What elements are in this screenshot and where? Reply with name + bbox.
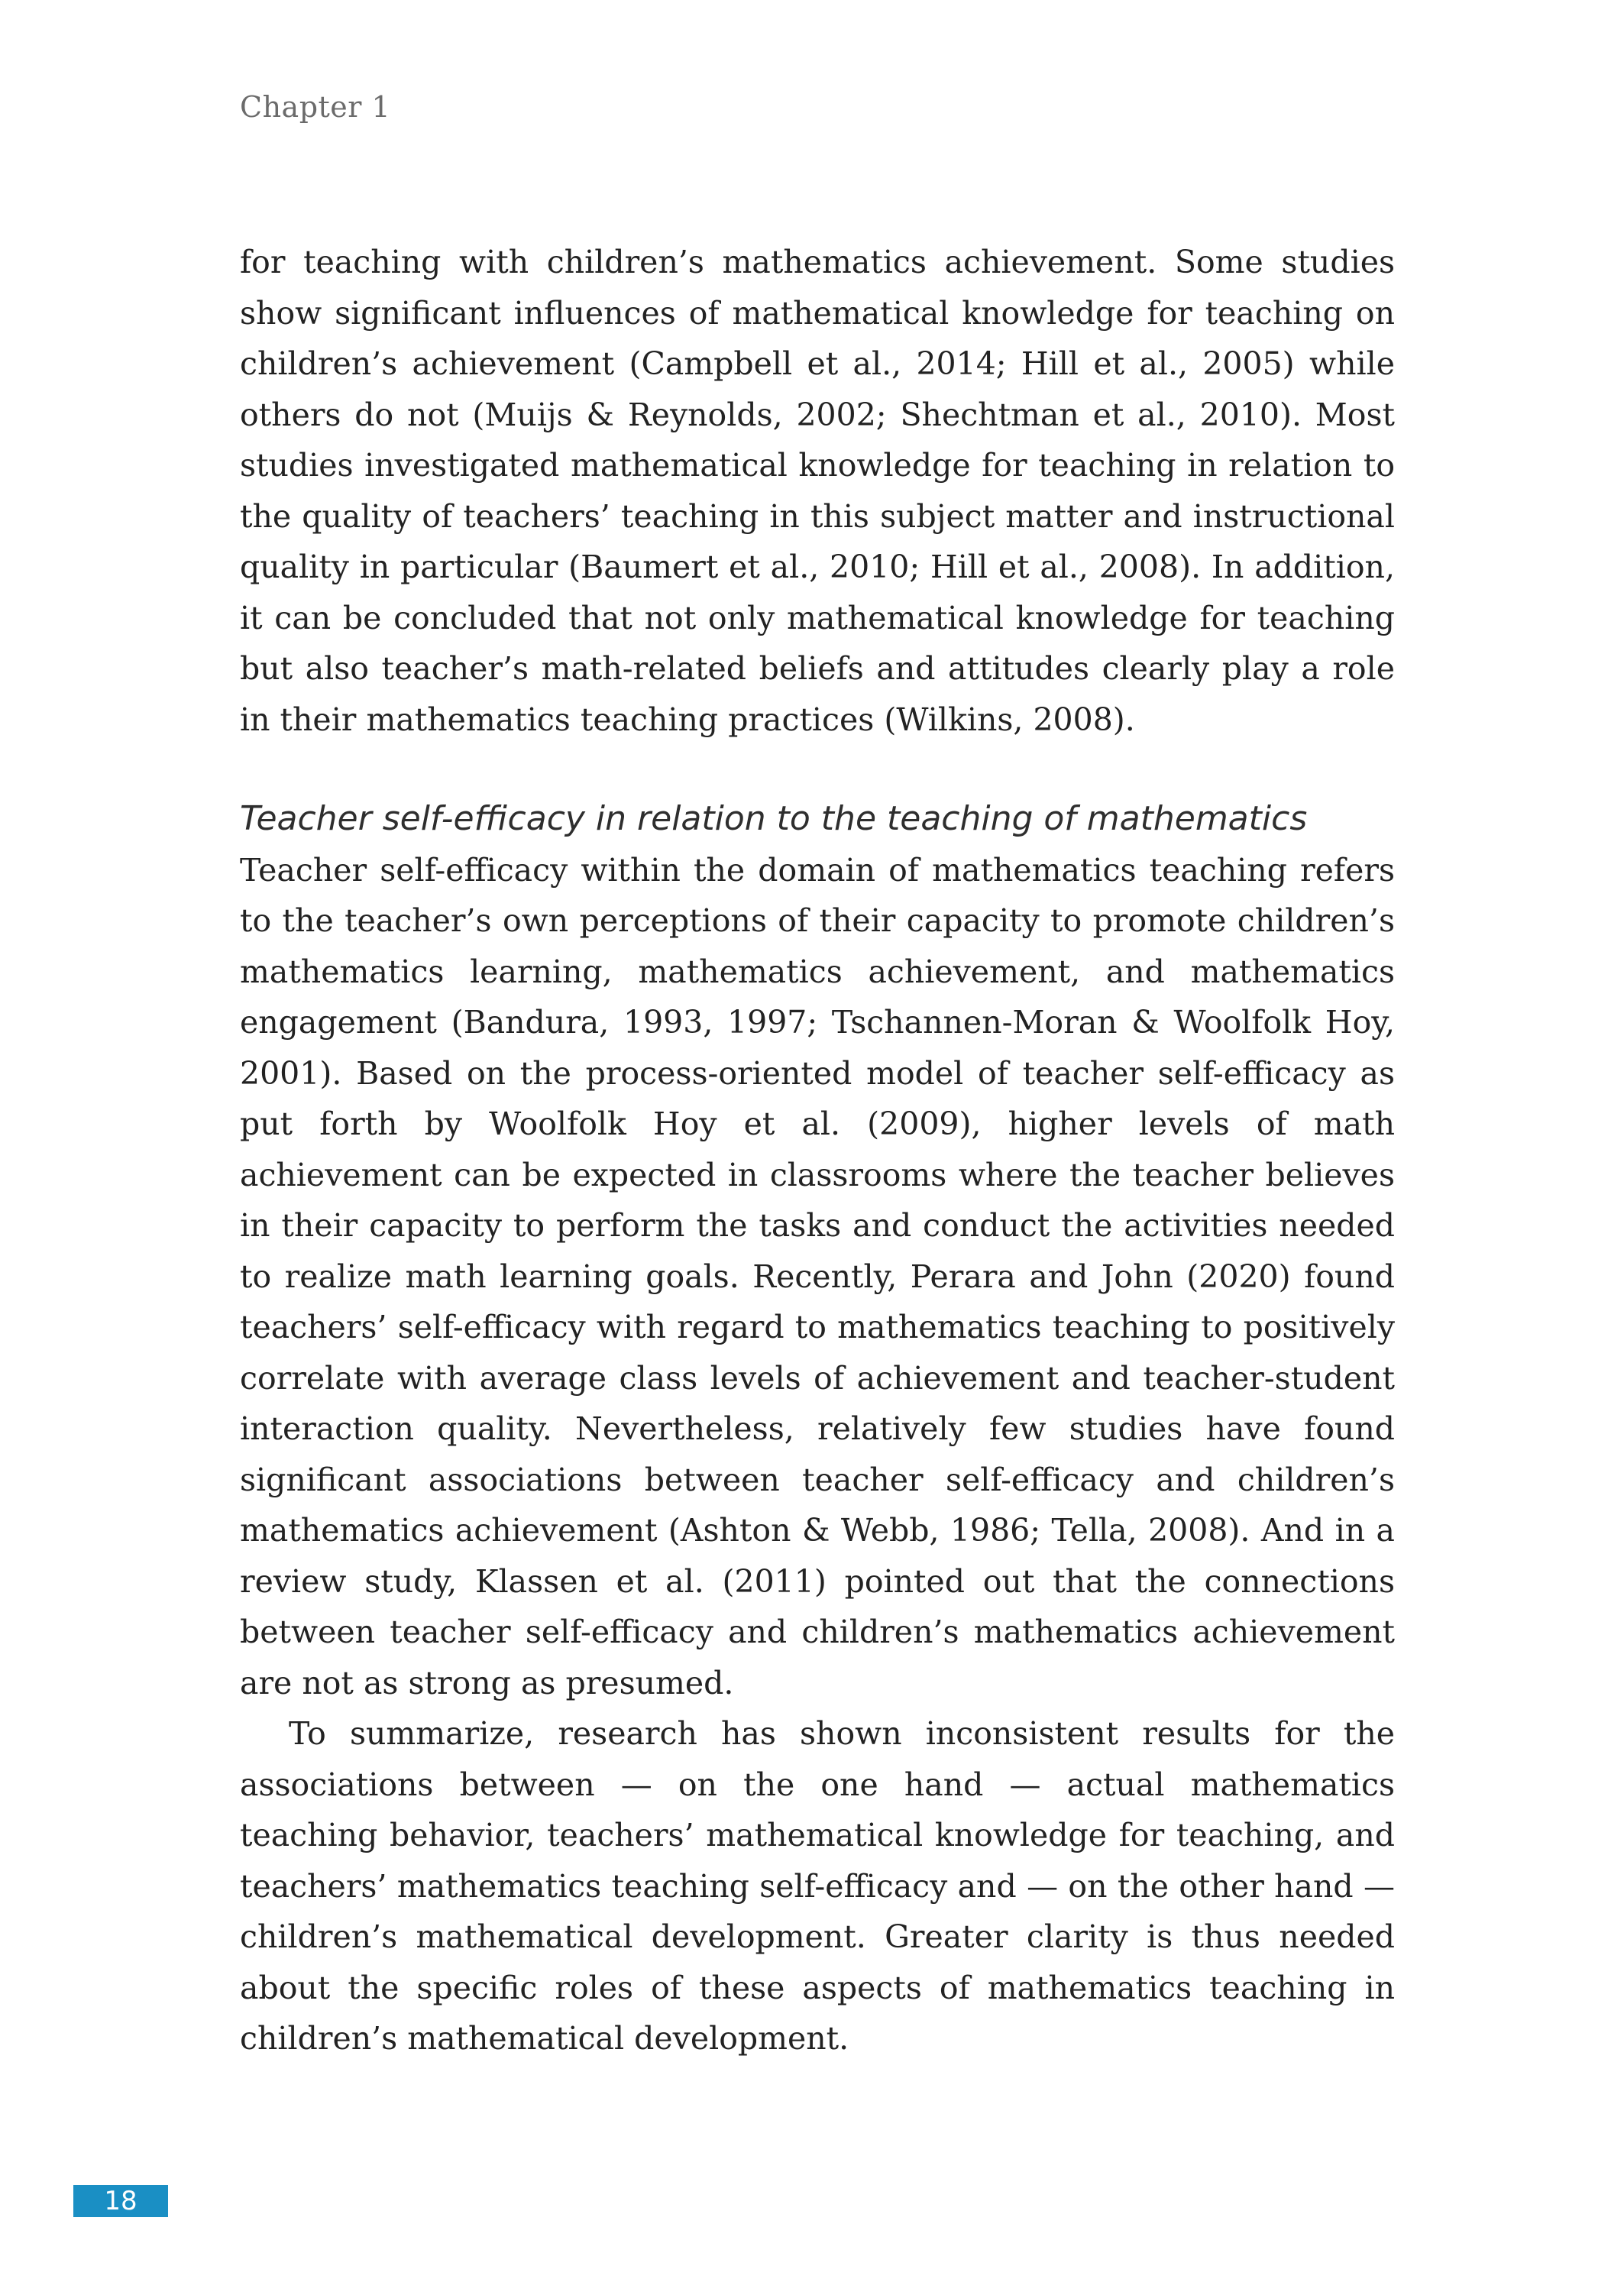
paragraph-2: Teacher self-efficacy within the domain of mathematics teaching refers to the teacher’s own perceptions of their capacity to promote children’s mathematics learning, mathematics achievement, and mathematics engagement (Bandura, 1993, 1997; Tschannen-Moran & Woolfolk Hoy, 2001). Based on the process-oriented model of teacher self-efficacy as put forth by Woolfolk Hoy et al. (2009), higher levels of math achievement can be expected in classrooms where the teacher believes in their capacity to perform the tasks and conduct the activities needed to realize math learning goals. Recently, Perara and John (2020) found teachers’ self-efficacy with regard to mathematics teaching to positively correlate with average class levels of achievement and teacher-student interaction quality. Nevertheless, relatively few studies have found significant associations between teacher self-efficacy and children’s mathematics achievement (Ashton & Webb, 1986; Tella, 2008). And in a review study, Klassen et al. (2011) pointed out that the connections between teacher self-efficacy and children’s mathematics achievement are not as strong as presumed. xyxy=(240,851,1395,1701)
section-heading: Teacher self-efficacy in relation to the teaching of mathematics xyxy=(240,799,1308,838)
running-head: Chapter 1 xyxy=(240,90,391,124)
page-number: 18 xyxy=(73,2185,168,2217)
paragraph-1: for teaching with children’s mathematics achievement. Some studies show significant influences of mathematical knowledge for teaching on children’s achievement (Campbell et al., 2014; Hill et al., 2005) while others do not (Muijs & Reynolds, 2002; Shechtman et al., 2010). Most studies investigated mathematical knowledge for teaching in relation to the quality of teachers’ teaching in this subject matter and instructional quality in particular (Baumert et al., 2010; Hill et al., 2008). In addition, it can be concluded that not only mathematical knowledge for teaching but also teacher’s math-related beliefs and attitudes clearly play a role in their mathematics teaching practices (Wilkins, 2008). xyxy=(240,244,1395,738)
paragraph-3: To summarize, research has shown inconsistent results for the associations between — on the one hand — actual mathematics teaching behavior, teachers’ mathematical knowledge for teaching, and teachers’ mathematics teaching self-efficacy and — on the other hand — children’s mathematical development. Greater clarity is thus needed about the specific roles of these aspects of mathematics teaching in children’s mathematical development. xyxy=(240,1715,1395,2057)
page-body xyxy=(240,237,1395,2064)
